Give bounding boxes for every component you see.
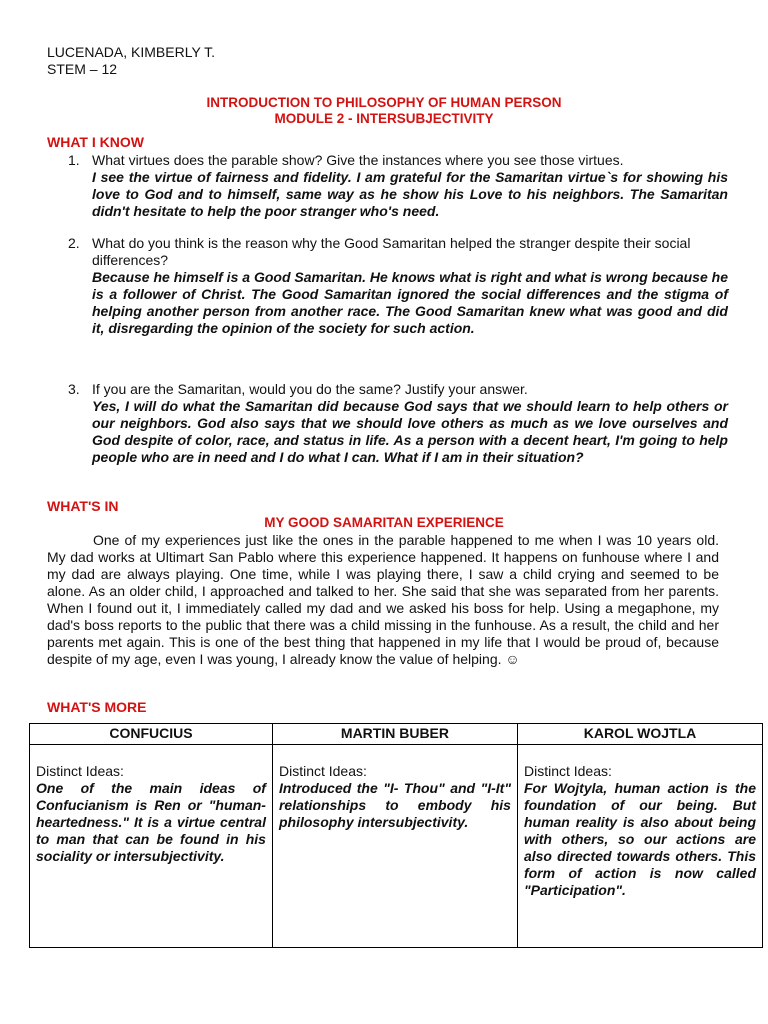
table-cell-karol-wojtla	[517, 745, 762, 948]
distinct-ideas-label: Distinct Ideas:	[523, 763, 612, 779]
distinct-ideas-label: Distinct Ideas:	[278, 763, 367, 779]
answer-text: Yes, I will do what the Samaritan did because God says that we should learn to help others or our neighbors. God also says that we should love others as much as we love ourselves and God despite of color, race, and status in life. As a person with a decent heart, I'm going to help people who are in need and I do what I can. What if I am in their situation?	[92, 398, 728, 465]
column-header-karol-wojtla: KAROL WOJTLA	[517, 724, 762, 745]
table-header-row	[30, 724, 763, 745]
question-number: 1.	[68, 152, 80, 168]
column-header-confucius: CONFUCIUS	[30, 724, 273, 745]
question-text: If you are the Samaritan, would you do the same? Justify your answer.	[92, 381, 528, 397]
answer-text: Because he himself is a Good Samaritan. He knows what is right and what is wrong because he is a follower of Christ. The Good Samaritan ignored the social differences and the stigma of helping another person from another race. The Good Samaritan knew what was good and did it, disregarding the opinion of the society for such action.	[92, 269, 728, 336]
student-class: STEM – 12	[47, 61, 118, 77]
section-heading-whats-more: WHAT'S MORE	[47, 699, 147, 715]
distinct-ideas-text: Introduced the "I- Thou" and "I-It" relationships to embody his philosophy intersubjectivity.	[278, 780, 511, 830]
table-row	[30, 745, 763, 948]
question-number: 3.	[68, 381, 80, 397]
distinct-ideas-label: Distinct Ideas:	[36, 763, 124, 779]
table-cell-confucius	[30, 745, 273, 948]
distinct-ideas-text: For Wojtyla, human action is the foundation of our being. But human reality is also about being with others, so our actions are also directed towards others. This form of action is now called "Participation".	[523, 780, 756, 898]
experience-title: MY GOOD SAMARITAN EXPERIENCE	[264, 515, 504, 530]
question-text: What do you think is the reason why the Good Samaritan helped the stranger despite their social differences?	[92, 235, 691, 268]
section-heading-what-i-know: WHAT I KNOW	[47, 134, 144, 150]
student-name: LUCENADA, KIMBERLY T.	[47, 44, 216, 60]
philosophers-table	[29, 723, 763, 948]
question-text: What virtues does the parable show? Give the instances where you see those virtues.	[92, 152, 624, 168]
answer-text: I see the virtue of fairness and fidelity. I am grateful for the Samaritan virtue`s for showing his love to God and to himself, same way as he show his Love to his neighbors. The Samaritan didn't hesitate to help the poor stranger who's need.	[92, 169, 728, 219]
question-item-1	[68, 152, 728, 220]
column-header-martin-buber: MARTIN BUBER	[272, 724, 517, 745]
question-item-2	[68, 235, 728, 337]
question-item-3	[68, 381, 728, 466]
table-cell-martin-buber	[272, 745, 517, 948]
document-title: INTRODUCTION TO PHILOSOPHY OF HUMAN PERSON	[206, 95, 562, 110]
section-heading-whats-in: WHAT'S IN	[47, 498, 119, 514]
experience-paragraph: One of my experiences just like the ones in the parable happened to me when I was 10 years old. My dad works at Ultimart San Pablo where this experience happened. It happens on funhouse where I and my dad are always playing. One time, while I was playing there, I saw a child crying and seemed to be alone. As an older child, I approached and talked to her. She said that she was separated from her parents. When I found out it, I immediately called my dad and we asked his boss for help. Using a megaphone, my dad's boss reports to the public that there was a child missing in the funhouse. As a result, the child and her parents met again. This is one of the best thing that happened in my life that I would be proud of, because despite of my age, even I was young, I already know the value of helping. ☺	[47, 532, 719, 667]
question-number: 2.	[68, 235, 80, 251]
module-title: MODULE 2 - INTERSUBJECTIVITY	[274, 111, 494, 126]
distinct-ideas-text: One of the main ideas of Confucianism is Ren or "human-heartedness." It is a virtue central to man that can be found in his sociality or intersubjectivity.	[36, 780, 266, 864]
